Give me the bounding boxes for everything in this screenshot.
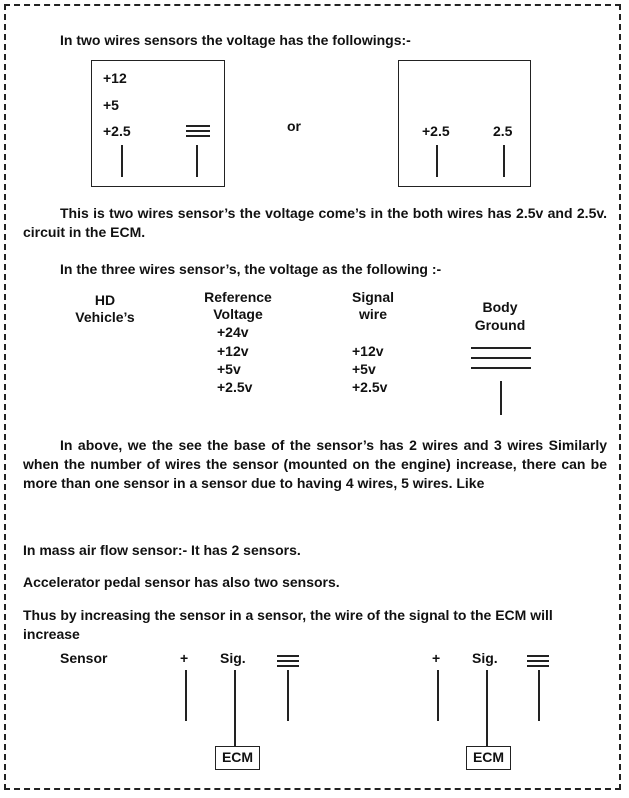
ecm-box: ECM bbox=[466, 746, 511, 770]
plus-label: + bbox=[432, 650, 441, 666]
box1-voltage-2-5: +2.5 bbox=[103, 123, 131, 139]
body-label: Body bbox=[482, 299, 518, 315]
ground-wire bbox=[538, 670, 540, 721]
ref-voltage-value: +24v bbox=[217, 324, 249, 340]
signal-voltage-value: +5v bbox=[352, 361, 376, 377]
plus-wire bbox=[437, 670, 439, 721]
ref-voltage-value: +2.5v bbox=[217, 379, 253, 395]
signal-wire bbox=[234, 670, 236, 747]
ground-wire bbox=[287, 670, 289, 721]
paragraph-two-wire: This is two wires sensor’s the voltage come’s in the both wires has 2.5v and 2.5v. circuit in the ECM. bbox=[23, 205, 607, 240]
hd-label: HD bbox=[94, 292, 116, 308]
reference-label: Reference bbox=[204, 289, 272, 305]
maf-sentence: In mass air flow sensor:- It has 2 sensors. bbox=[23, 542, 301, 558]
plus-label: + bbox=[180, 650, 189, 666]
paragraph-signal-wires: Thus by increasing the sensor in a sensor, the wire of the signal to the ECM will increase bbox=[23, 607, 553, 642]
voltage-label: Voltage bbox=[213, 306, 263, 322]
ref-voltage-value: +5v bbox=[217, 361, 241, 377]
or-label: or bbox=[287, 118, 301, 134]
accelerator-sentence: Accelerator pedal sensor has also two sensors. bbox=[23, 574, 340, 590]
box1-voltage-12: +12 bbox=[103, 70, 127, 86]
box2-voltage-a: +2.5 bbox=[422, 123, 450, 139]
ground-label: Ground bbox=[474, 317, 526, 333]
signal-label: Signal bbox=[351, 289, 394, 305]
sig-label: Sig. bbox=[472, 650, 498, 666]
box2-voltage-b: 2.5 bbox=[493, 123, 513, 139]
three-wire-intro: In the three wires sensor’s, the voltage as the following :- bbox=[60, 261, 442, 277]
sensor-label: Sensor bbox=[60, 650, 108, 666]
signal-wire bbox=[486, 670, 488, 747]
signal-voltage-value: +2.5v bbox=[352, 379, 388, 395]
box1-voltage-5: +5 bbox=[103, 97, 119, 113]
vehicles-label: Vehicle’s bbox=[75, 309, 135, 325]
ecm-box: ECM bbox=[215, 746, 260, 770]
ref-voltage-value: +12v bbox=[217, 343, 249, 359]
signal-voltage-value: +12v bbox=[352, 343, 384, 359]
paragraph-multi-wire: In above, we the see the base of the sensor’s has 2 wires and 3 wires Similarly when the number of wires the sensor (mounted on the engine) increase, there can be more than one sensor in a sensor due to having 4 wires, 5 wires. Like bbox=[23, 437, 607, 491]
box1-wire-right bbox=[196, 145, 198, 177]
plus-wire bbox=[185, 670, 187, 721]
sig-label: Sig. bbox=[220, 650, 246, 666]
box1-wire-left bbox=[121, 145, 123, 177]
wire-label: wire bbox=[358, 306, 387, 322]
intro-text: In two wires sensors the voltage has the followings:- bbox=[60, 32, 411, 48]
box2-wire-left bbox=[436, 145, 438, 177]
box2-wire-right bbox=[503, 145, 505, 177]
